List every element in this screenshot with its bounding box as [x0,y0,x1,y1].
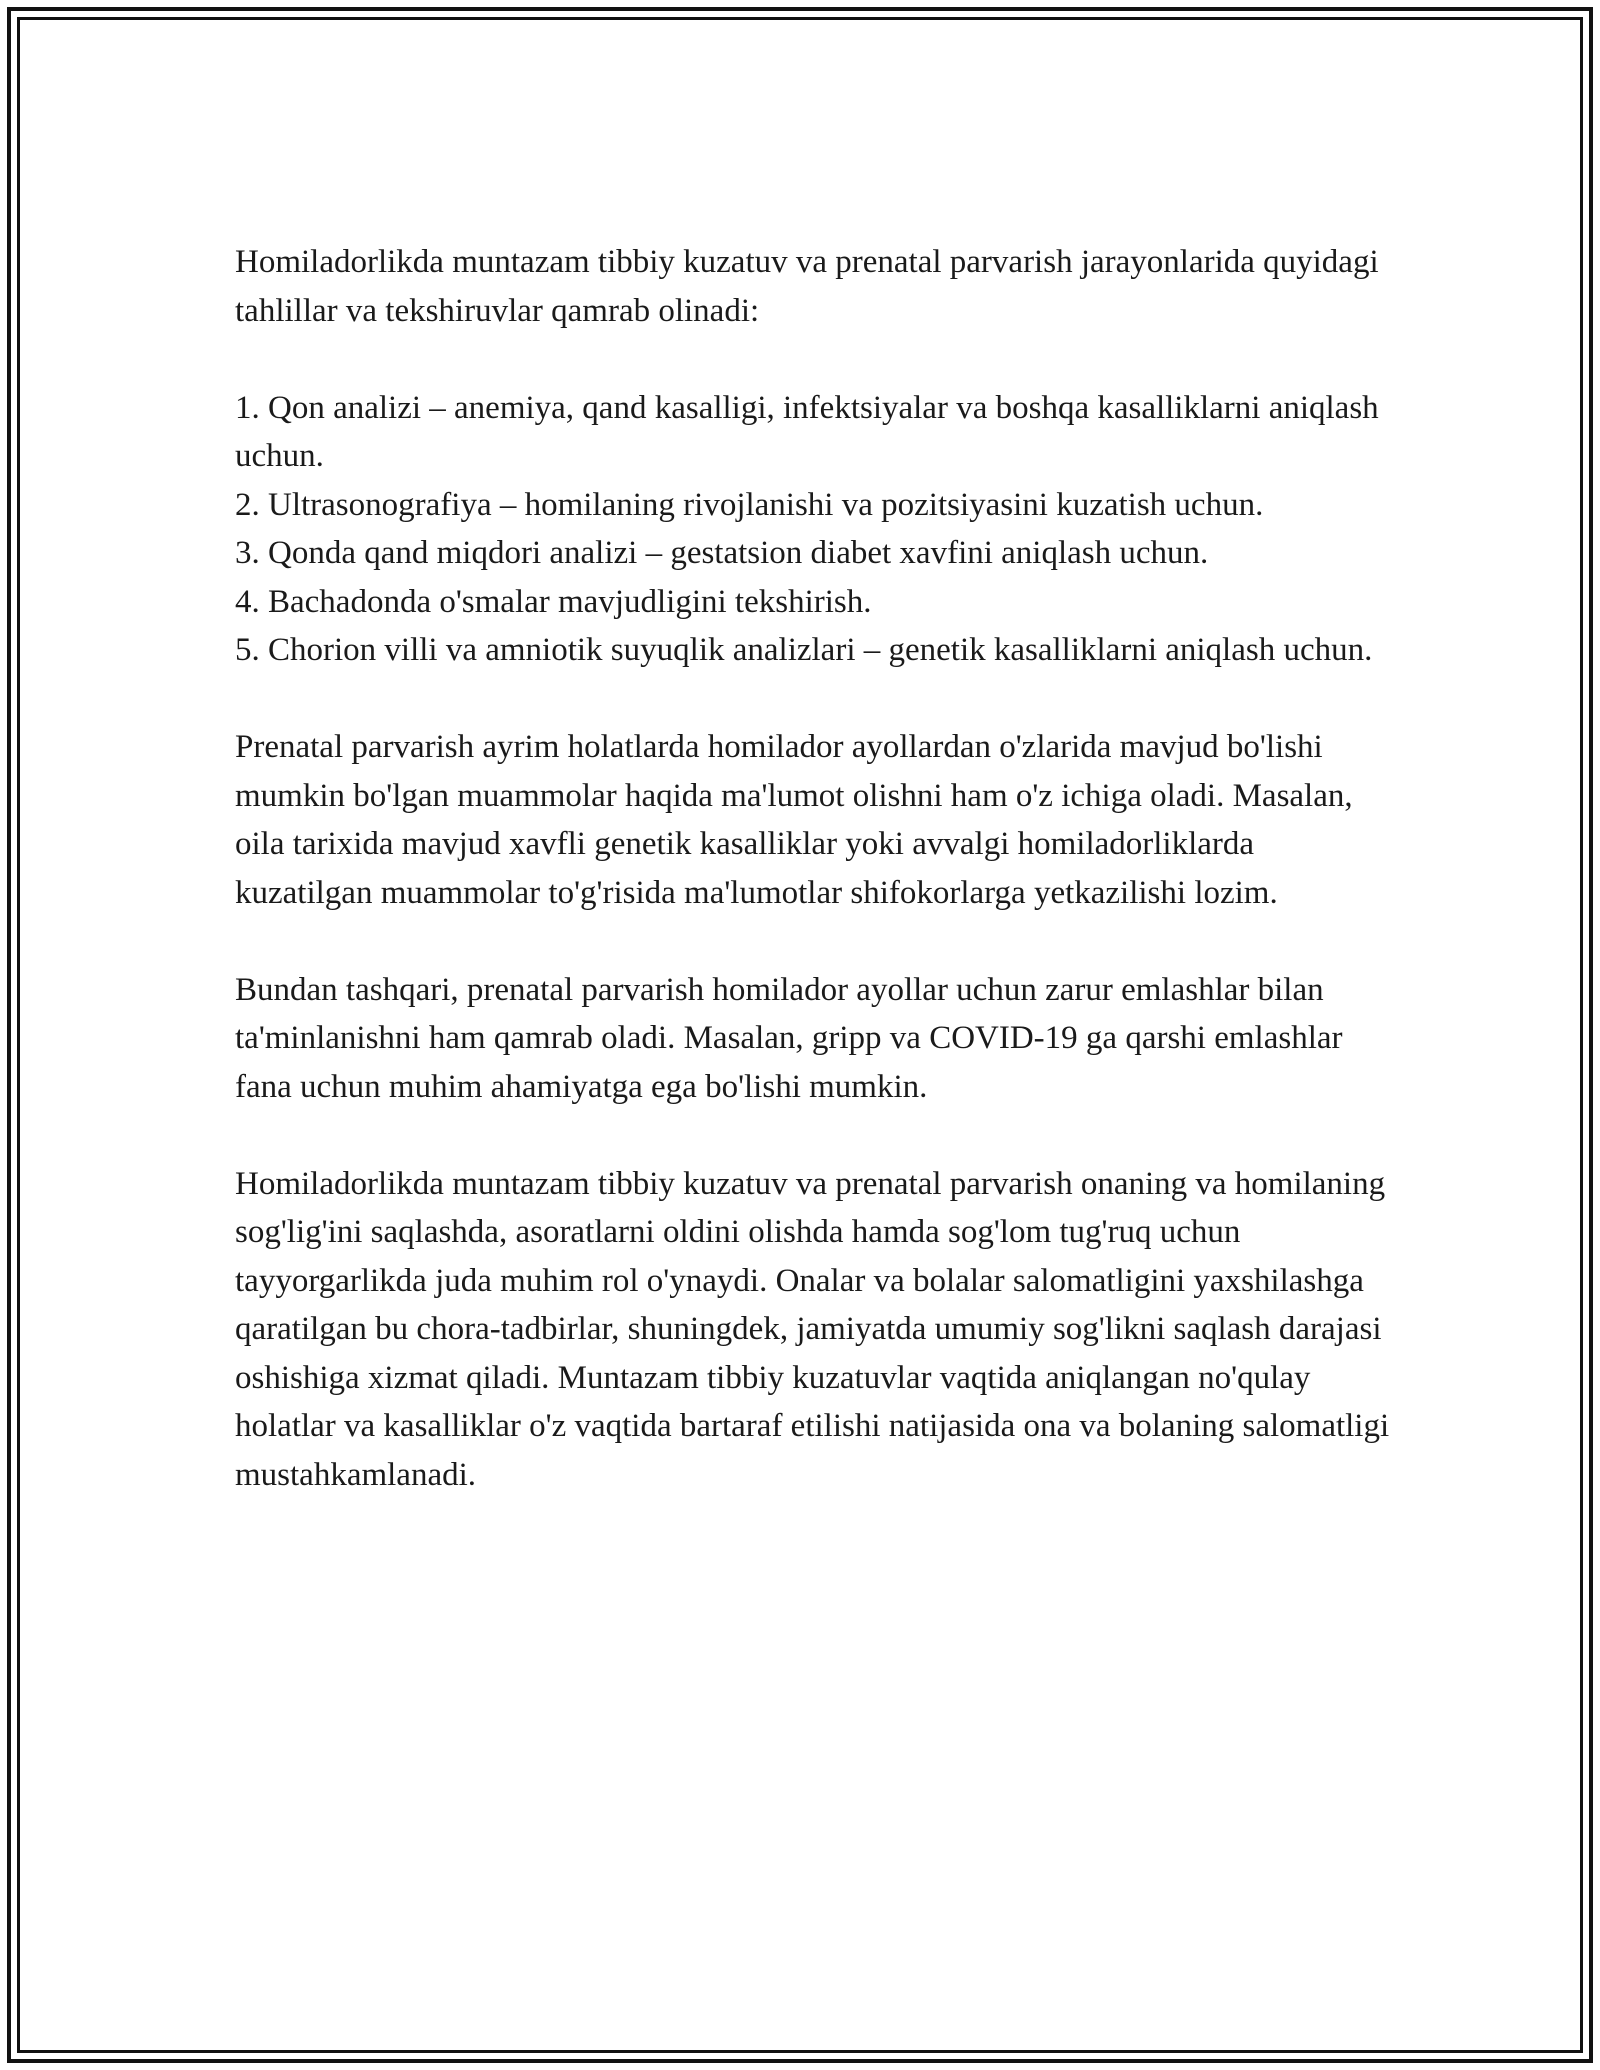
paragraph-prenatal-info: Prenatal parvarish ayrim holatlarda homilador ayollardan o'zlarida mavjud bo'lishi mumkin bo'lgan muammolar haqida ma'lumot olishni ham o'z ichiga oladi. Masalan, oila tarixida mavjud xavfli genetik kasalliklar yoki avvalgi homiladorliklarda kuzatilgan muammolar to'g'risida ma'lumotlar shifokorlarga yetkazilishi lozim. [235,729,1353,911]
list-item: 2. Ultrasonografiya – homilaning rivojlanishi va pozitsiyasini kuzatish uchun. [235,486,1264,523]
paragraph-conclusion: Homiladorlikda muntazam tibbiy kuzatuv va prenatal parvarish onaning va homilaning sog'lig'ini saqlashda, asoratlarni oldini olishda hamda sog'lom tug'ruq uchun tayyorgarlikda juda muhim rol o'ynaydi. Onalar va bolalar salomatligini yaxshilashga qaratilgan bu chora-tadbirlar, shuningdek, jamiyatda umumiy sog'likni saqlash darajasi oshishiga xizmat qiladi. Muntazam tibbiy kuzatuvlar vaqtida aniqlangan no'qulay holatlar va kasalliklar o'z vaqtida bartaraf etilishi natijasida ona va bolaning salomatligi mustahkamlanadi. [235,1165,1390,1493]
list-item: 3. Qonda qand miqdori analizi – gestatsion diabet xavfini aniqlash uchun. [235,535,1209,571]
list-item: 1. Qon analizi – anemiya, qand kasalligi, infektsiyalar va boshqa kasalliklarni aniqlash uchun. [235,389,1379,474]
intro-paragraph: Homiladorlikda muntazam tibbiy kuzatuv va prenatal parvarish jarayonlarida quyidagi tahlillar va tekshiruvlar qamrab olinadi: [235,244,1379,329]
document-body [235,238,1395,1548]
tests-list [235,384,1395,675]
list-item: 5. Chorion villi va amniotik suyuqlik analizlari – genetik kasalliklarni aniqlash uchun. [235,632,1373,668]
list-item: 4. Bachadonda o'smalar mavjudligini tekshirish. [235,583,872,620]
paragraph-vaccination: Bundan tashqari, prenatal parvarish homilador ayollar uchun zarur emlashlar bilan ta'minlanishni ham qamrab oladi. Masalan, gripp va COVID-19 ga qarshi emlashlar fana uchun muhim ahamiyatga ega bo'lishi mumkin. [235,971,1343,1105]
